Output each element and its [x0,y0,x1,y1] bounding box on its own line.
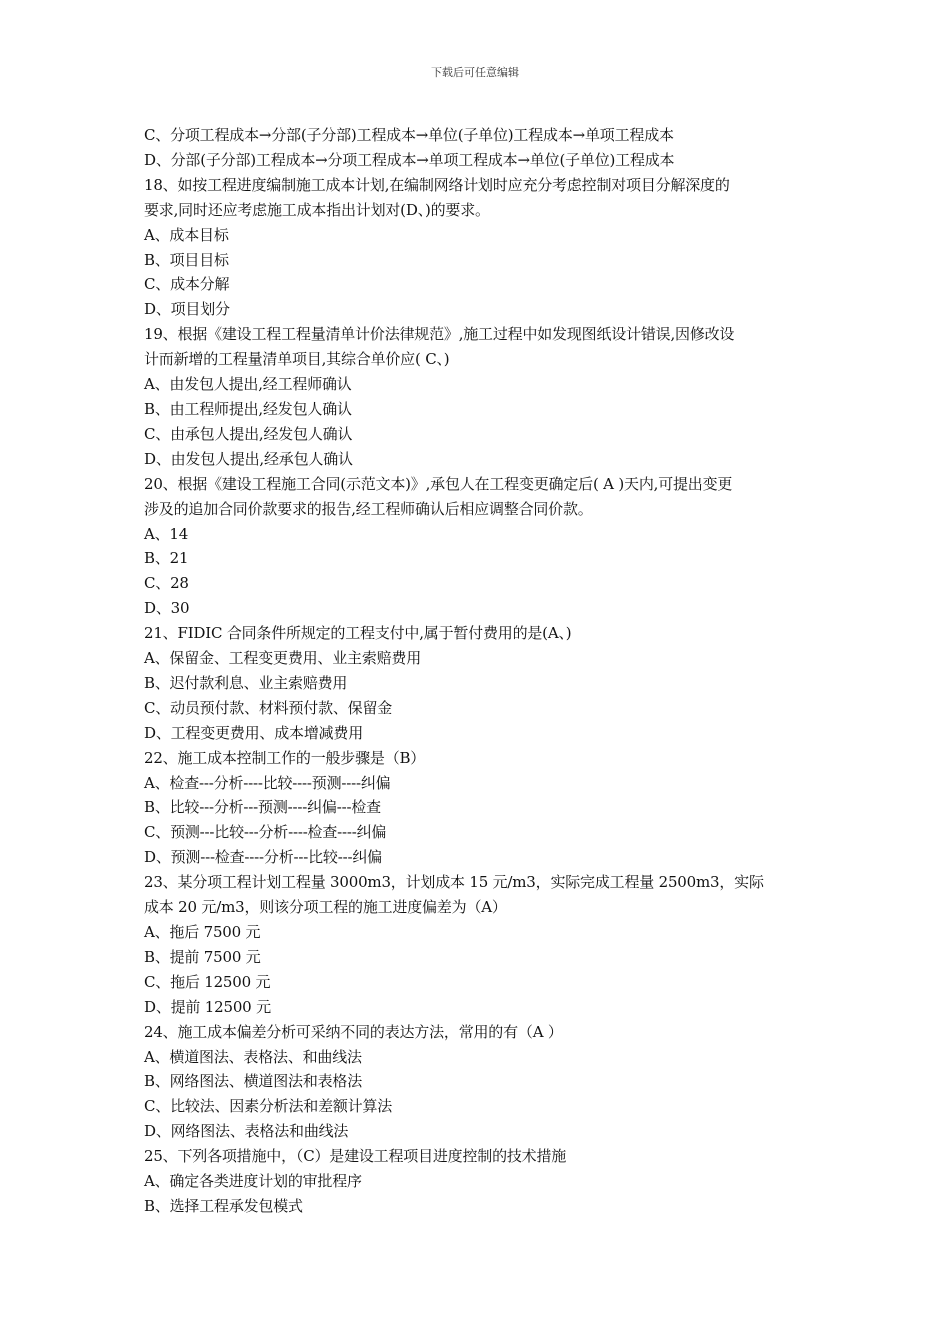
option-line: A、14 [144,524,189,543]
option-line: D、提前 12500 元 [144,997,271,1016]
question-25: 25、下列各项措施中，（C）是建设工程项目进度控制的技术措施 [144,1147,567,1166]
option-line: B、提前 7500 元 [144,947,261,966]
question-18-line-1: 18、如按工程进度编制施工成本计划,在编制网络计划时应充分考虑控制对项目分解深度的 [144,175,730,194]
question-21: 21、FIDIC 合同条件所规定的工程支付中,属于暂付费用的是(A、) [144,624,572,643]
question-18-line-2: 要求,同时还应考虑施工成本指出计划对(D、)的要求。 [144,200,490,219]
question-19-line-2: 计而新增的工程量清单项目,其综合单价应( C、) [144,350,450,369]
option-line: D、工程变更费用、成本增减费用 [144,723,364,742]
question-19-line-1: 19、根据《建设工程工程量清单计价法律规范》,施工过程中如发现图纸设计错误,因修改设 [144,325,735,344]
option-line: C、比较法、因素分析法和差额计算法 [144,1097,393,1116]
option-line: A、横道图法、表格法、和曲线法 [144,1047,362,1066]
question-20-line-2: 涉及的追加合同价款要求的报告,经工程师确认后相应调整合同价款。 [144,499,593,518]
option-line: D、网络图法、表格法和曲线法 [144,1122,349,1141]
document-body [144,123,809,1219]
option-line: A、成本目标 [144,225,229,244]
page-header: 下载后可任意编辑 [431,66,519,79]
option-line: D、分部(子分部)工程成本→分项工程成本→单项工程成本→单位(子单位)工程成本 [144,150,675,169]
question-22: 22、施工成本控制工作的一般步骤是（B） [144,748,426,767]
option-line: D、项目划分 [144,300,230,319]
option-line: D、30 [144,599,190,618]
option-line: A、确定各类进度计划的审批程序 [144,1172,362,1191]
option-line: B、网络图法、横道图法和表格法 [144,1072,363,1091]
option-line: D、预测---检查----分析---比较---纠偏 [144,848,382,867]
option-line: D、由发包人提出,经承包人确认 [144,449,353,468]
option-line: B、比较---分析---预测----纠偏---检查 [144,798,381,817]
option-line: B、21 [144,549,189,568]
question-23-line-1: 23、某分项工程计划工程量 3000m3，计划成本 15 元/m3，实际完成工程量 2500m3，实际 [144,873,764,892]
option-line: C、成本分解 [144,275,230,294]
option-line: C、动员预付款、材料预付款、保留金 [144,698,393,717]
option-line: C、由承包人提出,经发包人确认 [144,424,353,443]
option-line: A、检查---分析----比较----预测----纠偏 [144,773,391,792]
option-line: B、项目目标 [144,250,229,269]
option-line: C、拖后 12500 元 [144,972,271,991]
option-line: A、拖后 7500 元 [144,923,261,941]
question-23-line-2: 成本 20 元/m3，则该分项工程的施工进度偏差为（A） [144,898,507,917]
option-line: A、保留金、工程变更费用、业主索赔费用 [144,649,422,668]
option-line: C、28 [144,574,189,593]
option-line: B、迟付款利息、业主索赔费用 [144,673,348,692]
option-line: C、预测---比较---分析----检查----纠偏 [144,823,387,842]
option-line: B、由工程师提出,经发包人确认 [144,399,352,418]
option-line: C、分项工程成本→分部(子分部)工程成本→单位(子单位)工程成本→单项工程成本 [144,126,674,144]
option-line: B、选择工程承发包模式 [144,1196,303,1215]
question-24: 24、施工成本偏差分析可采纳不同的表达方法，常用的有（A ） [144,1022,563,1041]
question-20-line-1: 20、根据《建设工程施工合同(示范文本)》,承包人在工程变更确定后( A )天内,可提出变更 [144,474,733,493]
option-line: A、由发包人提出,经工程师确认 [144,375,352,394]
